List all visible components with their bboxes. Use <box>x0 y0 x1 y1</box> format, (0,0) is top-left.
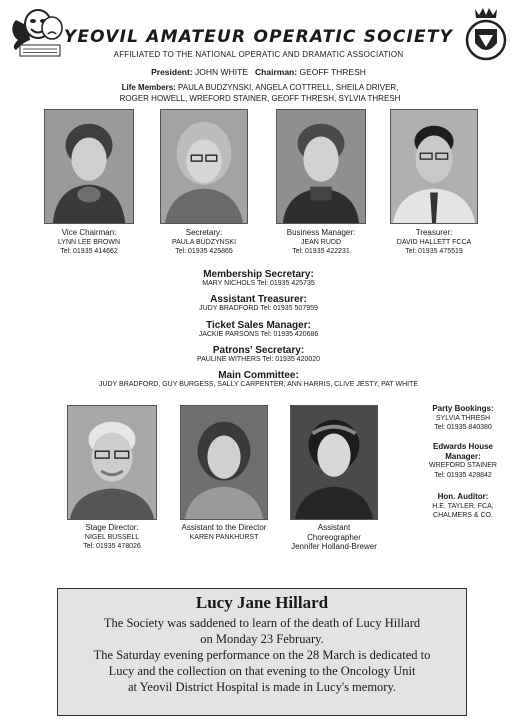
card-stage-director <box>62 523 162 552</box>
person-tel: Tel: 01935 414662 <box>60 248 118 255</box>
tribute-line-4: Lucy and the collection on that evening to the Oncology Unit <box>108 664 416 678</box>
card-vice-chairman <box>39 228 139 257</box>
edwards-house-name: WREFORD STAINER <box>429 462 497 469</box>
role-label: Vice Chairman: <box>61 228 117 237</box>
edwards-house-tel: Tel: 01935 428842 <box>434 471 492 479</box>
person-name: KAREN PANKHURST <box>189 533 259 541</box>
life-members-label: Life Members: <box>121 83 176 92</box>
edwards-house-manager <box>418 442 508 480</box>
photo-stage-director <box>67 405 157 520</box>
chairman-label: Chairman: <box>255 67 298 77</box>
auditor-label: Hon. Auditor: <box>437 492 489 501</box>
photo-secretary <box>160 109 248 224</box>
edwards-house-label-1: Edwards House <box>432 442 493 451</box>
role-label: Assistant to the Director <box>181 523 267 532</box>
person-name: DAVID HALLETT FCCA <box>396 238 472 246</box>
membership-secretary-value: MARY NICHOLS Tel: 01935 425735 <box>202 280 315 287</box>
auditor-line-1: H.E. TAYLER, FCA, <box>432 502 494 510</box>
role-label: Business Manager: <box>286 228 356 237</box>
photo-vice-chairman <box>44 109 134 224</box>
assistant-treasurer <box>0 294 517 312</box>
person-name: Jennifer Holland-Brewer <box>291 542 377 551</box>
patrons-secretary-value: PAULINE WITHERS Tel: 01935 420020 <box>196 356 321 363</box>
tribute-line-1: The Society was saddened to learn of the death of Lucy Hillard <box>103 616 421 630</box>
photo-assistant-choreographer <box>290 405 378 520</box>
life-members-line-2: ROGER HOWELL, WREFORD STAINER, GEOFF THRESH, SYLVIA THRESH <box>119 94 401 103</box>
ticket-sales-value: JACKIE PARSONS Tel: 01935 420686 <box>198 331 319 338</box>
person-name: LYNN LEE BROWN <box>57 238 121 246</box>
edwards-house-label-2: Manager: <box>445 451 481 461</box>
tribute-line-5: at Yeovil District Hospital is made in Lucy's memory. <box>127 680 397 694</box>
party-bookings-name: SYLVIA THRESH <box>435 414 491 422</box>
card-treasurer <box>384 228 484 257</box>
role-label: Assistant <box>317 523 351 532</box>
role-label: Treasurer: <box>415 228 453 237</box>
president-chairman-line <box>0 67 517 77</box>
membership-secretary-label: Membership Secretary: <box>203 269 314 280</box>
person-tel: Tel: 01935 422231 <box>292 248 350 255</box>
affiliation-line: AFFILIATED TO THE NATIONAL OPERATIC AND DRAMATIC ASSOCIATION <box>113 50 404 59</box>
person-name: PAULA BUDZYNSKI <box>171 238 237 246</box>
person-tel: Tel: 01935 475519 <box>405 248 463 255</box>
party-bookings <box>418 404 508 433</box>
card-secretary <box>154 228 254 257</box>
main-committee <box>0 370 517 388</box>
patrons-secretary-label: Patrons' Secretary: <box>212 345 305 356</box>
tribute-line-2: on Monday 23 February. <box>200 632 324 646</box>
chairman-name: GEOFF THRESH <box>299 67 366 77</box>
card-assistant-choreographer <box>279 523 389 552</box>
photo-assistant-director <box>180 405 268 520</box>
party-bookings-label: Party Bookings: <box>432 404 494 413</box>
card-business-manager <box>271 228 371 257</box>
auditor-line-2: CHALMERS & CO. <box>433 512 493 519</box>
party-bookings-tel: Tel: 01935 840380 <box>434 424 492 431</box>
person-name: NIGEL BUSSELL <box>84 533 140 541</box>
patrons-secretary <box>0 345 517 363</box>
card-assistant-director <box>169 523 279 542</box>
tribute-title: Lucy Jane Hillard <box>195 593 329 612</box>
assistant-treasurer-value: JUDY BRADFORD Tel: 01935 507959 <box>199 305 318 312</box>
assistant-treasurer-label: Assistant Treasurer: <box>210 294 307 305</box>
main-committee-label: Main Committee: <box>218 370 299 381</box>
role-label-line-2: Choreographer <box>307 532 361 542</box>
photo-treasurer <box>390 109 478 224</box>
life-members <box>60 82 460 104</box>
ticket-sales-label: Ticket Sales Manager: <box>206 320 311 331</box>
ticket-sales-manager <box>0 320 517 338</box>
life-members-line-1: PAULA BUDZYNSKI, ANGELA COTTRELL, SHEILA DRIVER, <box>178 83 399 92</box>
president-label: President: <box>151 67 193 77</box>
main-committee-value: JUDY BRADFORD, GUY BURGESS, SALLY CARPENTER, ANN HARRIS, CLIVE JESTY, PAT WHITE <box>98 381 419 388</box>
role-label: Secretary: <box>185 228 223 237</box>
role-label: Stage Director: <box>85 523 139 532</box>
hon-auditor <box>418 492 508 521</box>
person-tel: Tel: 01935 478026 <box>83 543 141 550</box>
tribute-text <box>58 615 466 695</box>
tribute-box <box>57 588 467 716</box>
person-tel: Tel: 01935 425865 <box>175 248 233 255</box>
society-title: YEOVIL AMATEUR OPERATIC SOCIETY <box>63 27 454 47</box>
membership-secretary <box>0 269 517 287</box>
tribute-line-3: The Saturday evening performance on the 28 March is dedicated to <box>93 648 431 662</box>
person-name: JEAN RUDD <box>300 238 342 246</box>
president-name: JOHN WHITE <box>195 67 248 77</box>
photo-business-manager <box>276 109 366 224</box>
